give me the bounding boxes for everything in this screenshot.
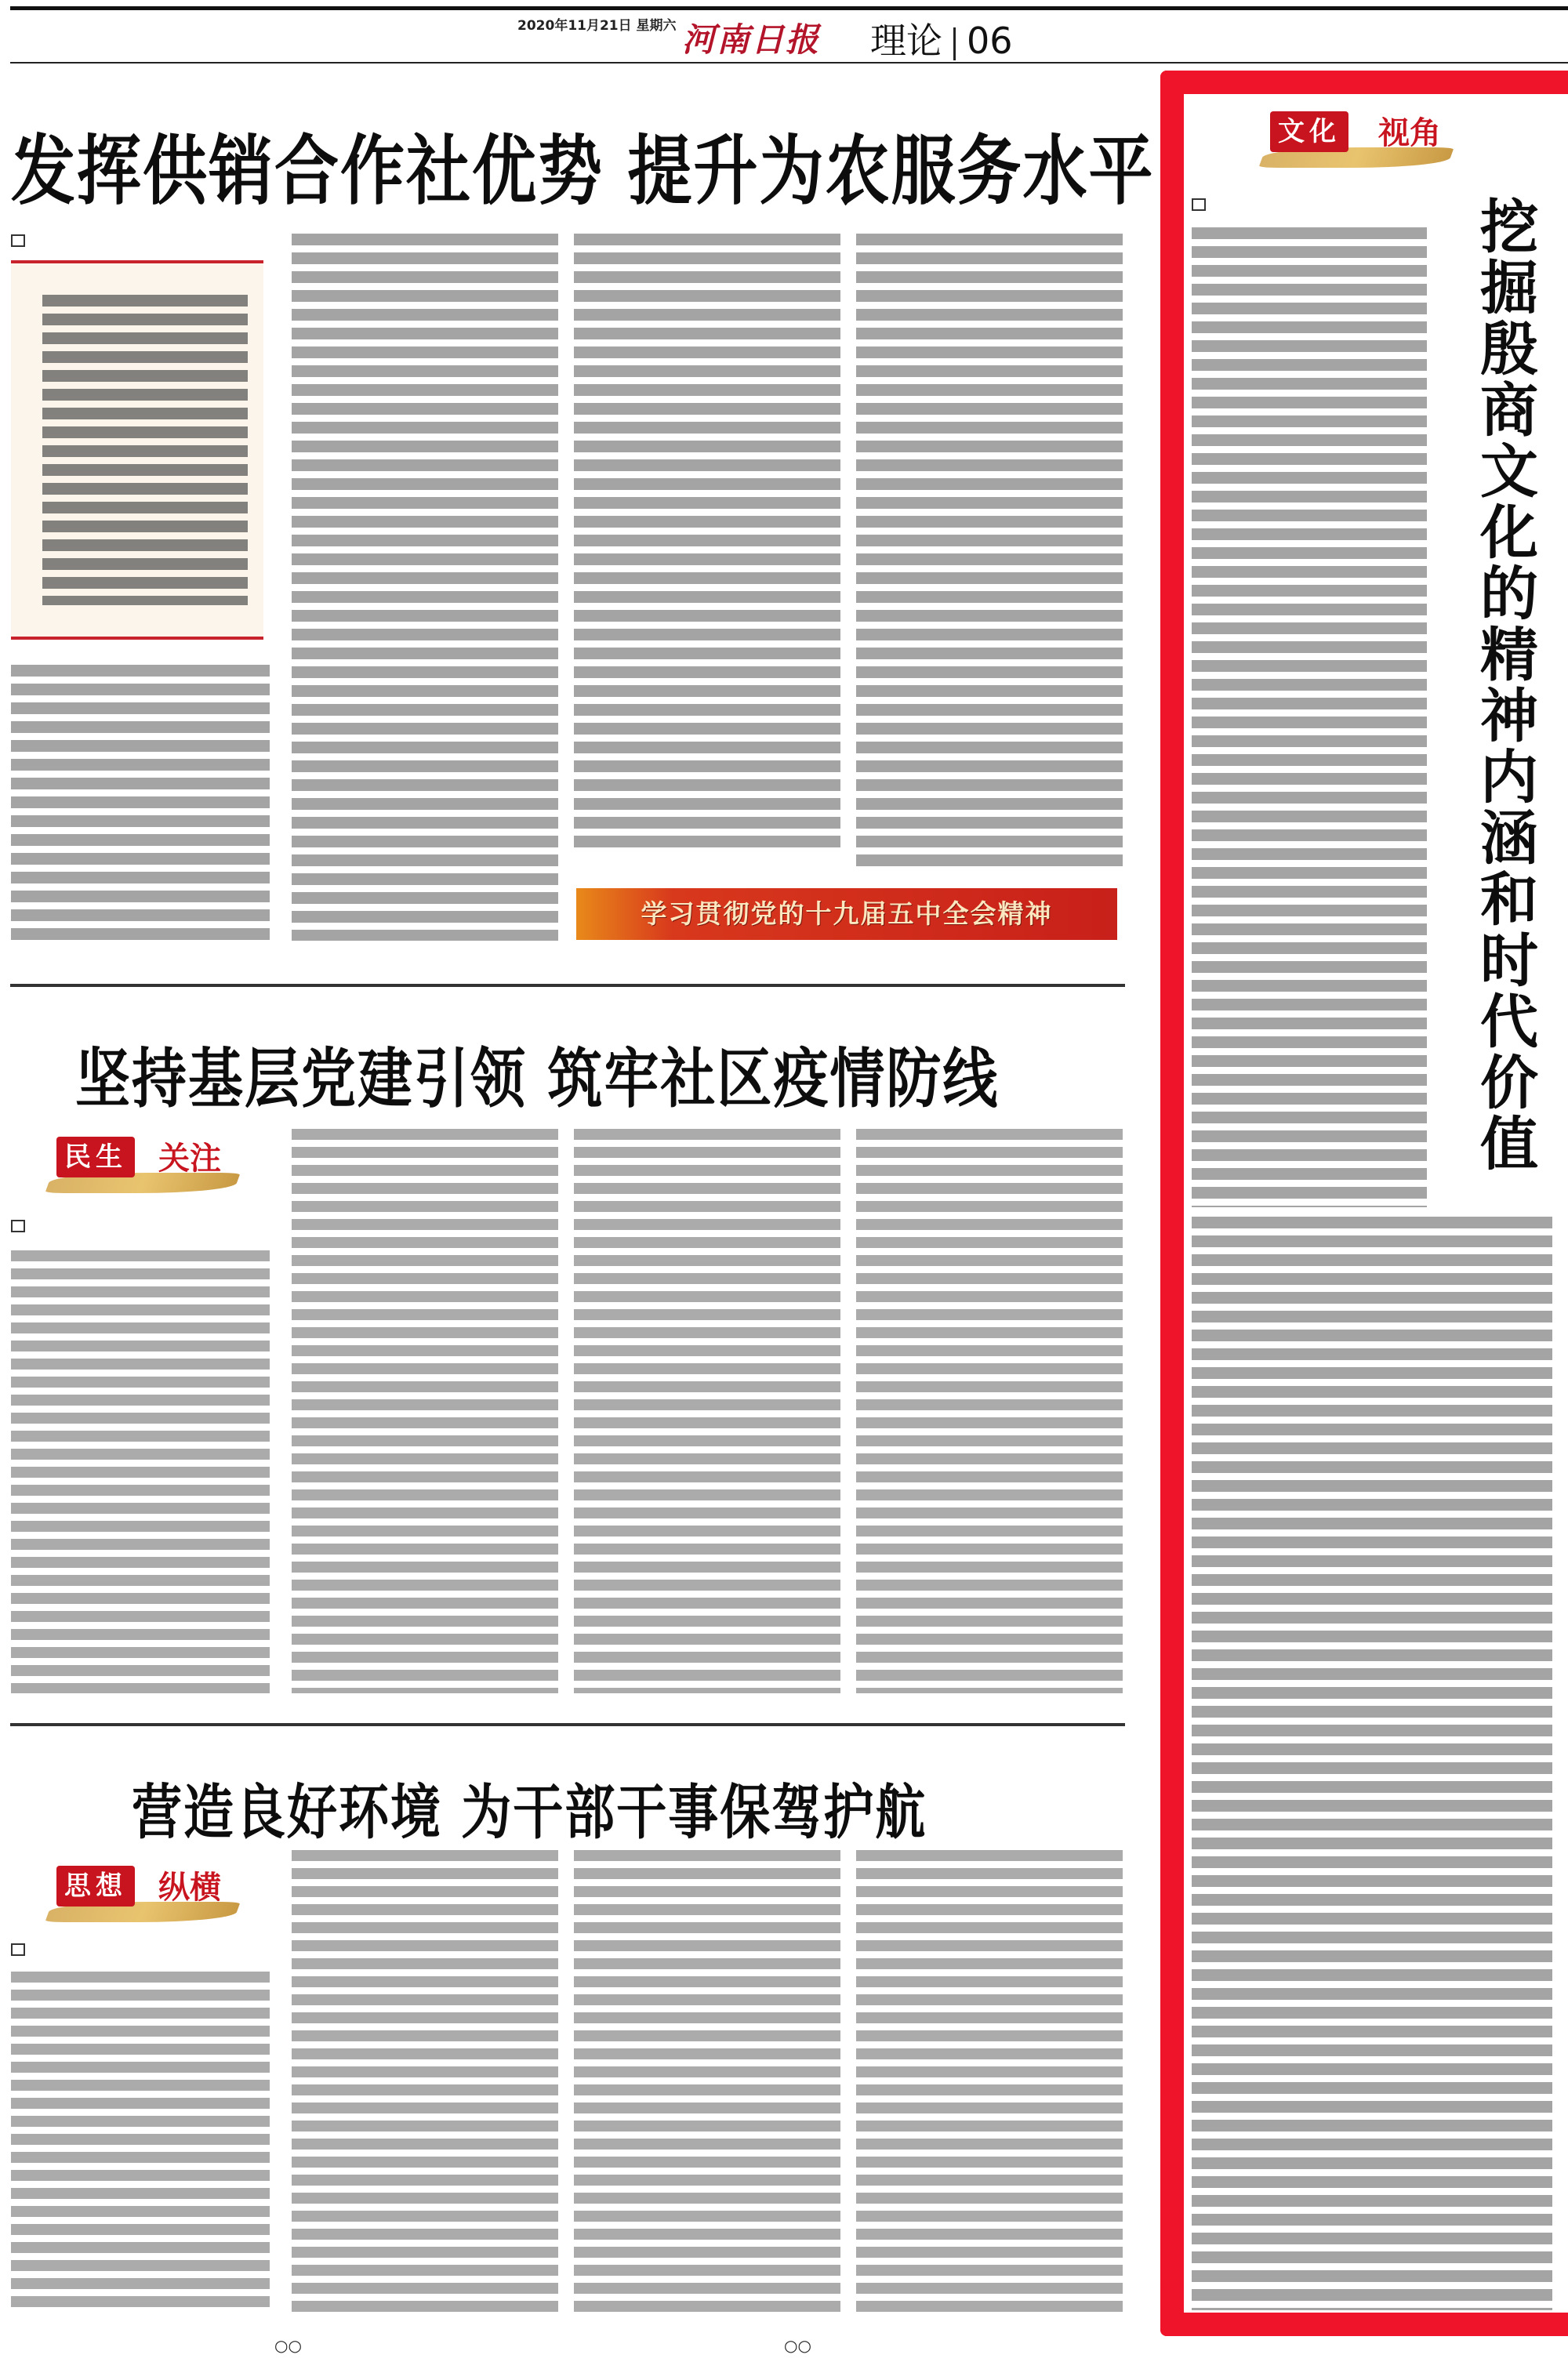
newspaper-logo: 河南日报 bbox=[682, 20, 821, 59]
badge-red-label: 思想 bbox=[56, 1866, 135, 1907]
article-1-byline bbox=[11, 234, 28, 249]
badge-text: 纵横 bbox=[158, 1870, 221, 1906]
badge-text: 视角 bbox=[1378, 115, 1441, 151]
article-2-column-4 bbox=[856, 1129, 1123, 1693]
article-2-headline: 坚持基层党建引领 筑牢社区疫情防线 bbox=[75, 1039, 1000, 1117]
page-section-header bbox=[870, 13, 1013, 64]
badge-red-label: 民生 bbox=[56, 1137, 135, 1177]
feature-title: 挖掘殷商文化的精神内涵和时代价值 bbox=[1471, 196, 1538, 1174]
article-1-pullquote bbox=[11, 260, 263, 640]
section-divider-1 bbox=[10, 984, 1125, 987]
article-1-column-2 bbox=[292, 234, 558, 941]
page-number: 06 bbox=[967, 20, 1013, 62]
article-3-column-2 bbox=[292, 1850, 558, 2313]
article-3-byline bbox=[11, 1943, 28, 1957]
badge-red-label: 文化 bbox=[1270, 111, 1348, 152]
column-badge-sixiang bbox=[49, 1858, 245, 1936]
masthead-bottom-rule bbox=[10, 62, 1568, 63]
article-3-column-4 bbox=[856, 1850, 1123, 2313]
masthead-top-rule bbox=[10, 6, 1568, 10]
article-3-column-1 bbox=[11, 1972, 270, 2313]
masthead-date: 2020年11月21日 星期六 bbox=[517, 18, 677, 34]
article-1-headline: 发挥供销合作社优势 提升为农服务水平 bbox=[11, 127, 1155, 216]
page-mark-right: ○○ bbox=[784, 2336, 811, 2355]
article-1-column-3 bbox=[574, 234, 840, 853]
page-mark-left: ○○ bbox=[274, 2336, 302, 2355]
article-2-column-1 bbox=[11, 1250, 270, 1693]
special-topic-banner: 学习贯彻党的十九届五中全会精神 bbox=[576, 888, 1117, 940]
feature-column-narrow bbox=[1192, 227, 1427, 1207]
section-name: 理论 bbox=[870, 20, 942, 62]
feature-byline bbox=[1192, 198, 1209, 212]
article-2-column-3 bbox=[574, 1129, 840, 1693]
column-badge-minsheng bbox=[49, 1129, 245, 1207]
column-badge-wenhua bbox=[1262, 103, 1458, 182]
article-1-column-1 bbox=[11, 665, 270, 941]
article-1-column-4 bbox=[856, 234, 1123, 869]
article-2-column-2 bbox=[292, 1129, 558, 1693]
badge-text: 关注 bbox=[158, 1141, 221, 1177]
article-2-byline bbox=[11, 1219, 28, 1234]
article-3-column-3 bbox=[574, 1850, 840, 2313]
feature-column-wide bbox=[1192, 1217, 1552, 2310]
pullquote-text bbox=[42, 295, 248, 605]
separator bbox=[953, 27, 956, 60]
article-3-headline: 营造良好环境 为干部干事保驾护航 bbox=[132, 1778, 927, 1848]
section-divider-2 bbox=[10, 1723, 1125, 1726]
